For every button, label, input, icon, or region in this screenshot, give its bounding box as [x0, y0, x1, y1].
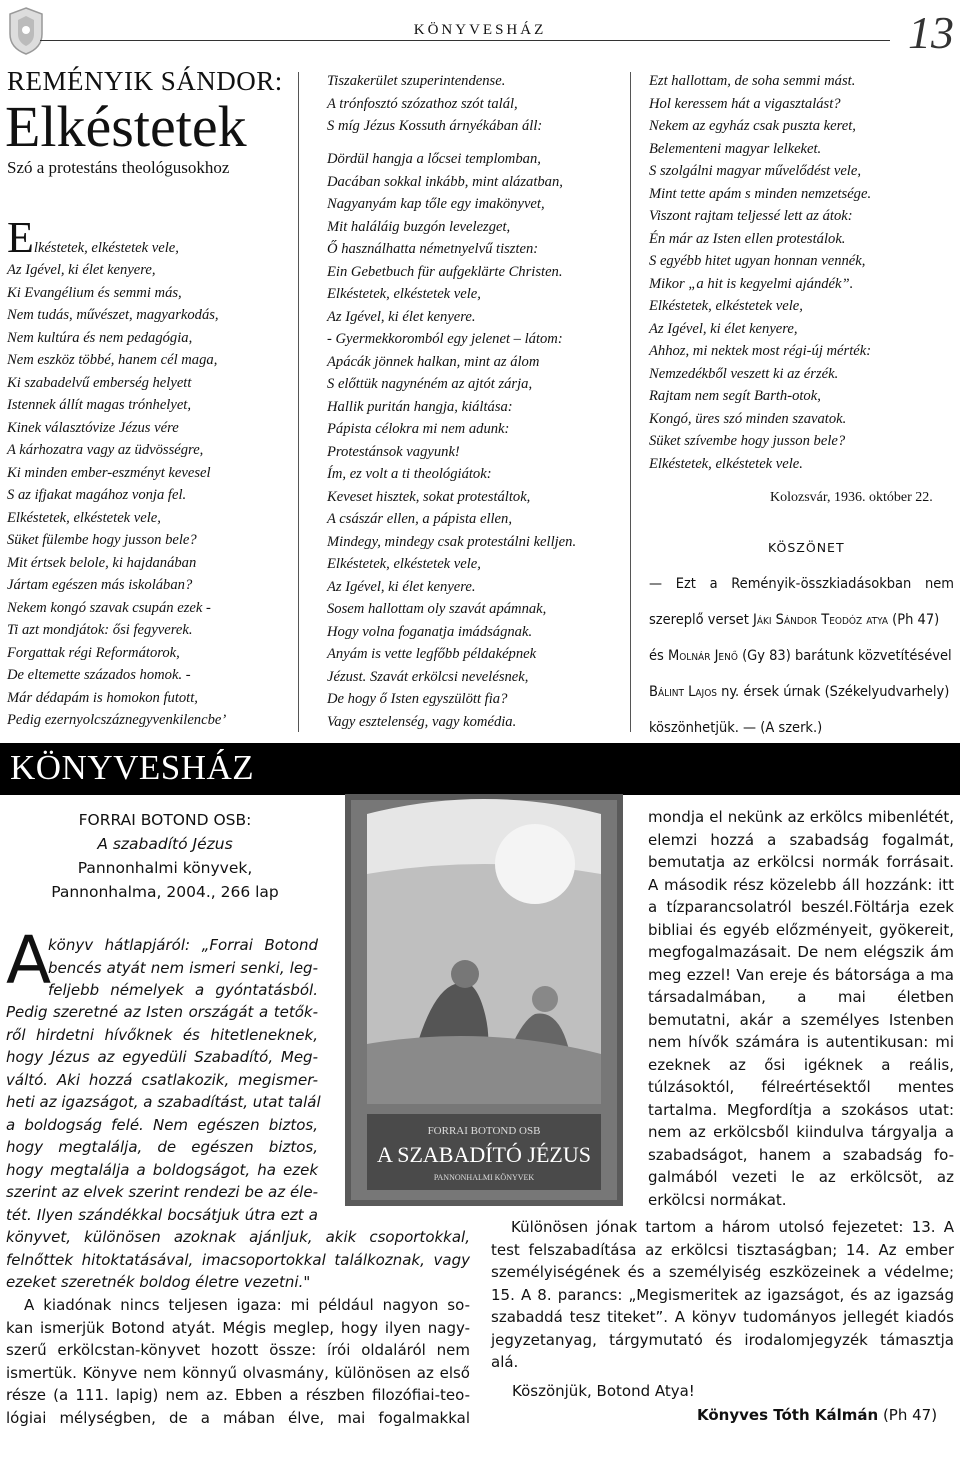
text-line: Hallik puritán hangja, kiáltása: [327, 398, 513, 415]
text-line: Nem tudás, művészet, magyarkodás, [7, 307, 219, 323]
text-line: Nem eszköz többé, hanem cél maga, [7, 352, 218, 368]
text-line: Mint tette apám s minden nemzetsége. [649, 185, 872, 202]
text-line: A kárhozatra vagy az üdvösségre, [7, 442, 204, 458]
text-line: A második rész közelebb áll hozzánk: itt [648, 875, 954, 894]
text-line: elemzi hozzá a szabadság fogalmát, [648, 830, 954, 849]
review-dropcap: A [6, 922, 52, 999]
text-line: nem az erkölcsből kiindulva tárgyalja a [648, 1123, 954, 1141]
text-line: nem hívők számára is autentikusan: mi [648, 1033, 954, 1051]
text-line: Elkéstetek, elkéstetek vele. [649, 455, 803, 472]
thanks-line: Bálint Lajos ny. érsek úrnak (Székelyudvarhely) [649, 684, 950, 700]
poem-first-line [7, 213, 179, 262]
signature-suffix: (Ph 47) [878, 1406, 938, 1424]
text-line: túlzásoktól, félreértésektől mentes [648, 1078, 954, 1096]
column-divider [298, 72, 299, 732]
book-cover-image [345, 794, 623, 1206]
text-line: Én már az Isten ellen protestálok. [649, 230, 846, 247]
text-line: Viszont rajtam teljessé lett az átok: [649, 208, 853, 224]
text-line: Süket szívembe hogy jusson bele? [649, 433, 846, 449]
text-line: Ein Gebetbuch für aufgeklärte Christen. [327, 263, 563, 280]
text-line: Már dédapám is homokon futott, [7, 689, 198, 706]
text-line: hogy Jézus az egyedüli Szabadító, Meg- [6, 1048, 318, 1066]
text-line: Mikor „a hit is kegyelmi ajándék”. [649, 275, 854, 292]
text-line: Keveset hisztek, sokat protestáltok, [327, 488, 531, 505]
text-line: heti az igazságot, a szabadítást, utat talál [6, 1093, 321, 1111]
cover-series-text: PANNONHALMI KÖNYVEK [433, 1173, 535, 1182]
text-line: Pápista célokra mi nem adunk: [327, 421, 510, 437]
poem-first-line-text: lkéstetek, elkéstetek vele, [33, 240, 179, 256]
text-line: Ím, ez volt a ti theológiátok: [327, 466, 492, 482]
poem-subtitle: Szó a protestáns theológusokhoz [7, 158, 230, 177]
poem-column-2-top [327, 70, 542, 138]
text-line: Nagyanyám kap tőle egy imakönyvet, [327, 196, 545, 212]
text-line: felnőttek hitoktatásával, imacsoportokkal találkoznak, vagy [6, 1250, 470, 1269]
text-line: szabadságot, hanem a szabadság fo- [648, 1145, 954, 1164]
text-line: szerint az elvek szerint rendezi be az éle- [6, 1183, 318, 1201]
text-line: - Gyermekkoromból egy jelenet – látom: [327, 331, 563, 347]
text-line: Pedig ezernyolcszáznegyvenkilencbe’ [7, 712, 227, 728]
text-line: alá. [491, 1353, 519, 1371]
text-line: Mit haláláig buzgón levelezget, [327, 218, 511, 235]
text-line: A kiadónak nincs teljesen igaza: mi például nagyon so- [24, 1296, 470, 1314]
text-line: Pedig szeretné az Isten országát a tetők- [6, 1003, 318, 1021]
review-right-column [648, 806, 954, 1211]
text-line: személyiségének és a személyiség eszközeinek a védelme; [491, 1263, 954, 1281]
text-line: S előttük nagynéném az ajtót zárja, [327, 376, 533, 392]
poem-author: REMÉNYIK SÁNDOR: [7, 66, 283, 96]
thanks-line: és Molnár Jenő (Gy 83) barátunk közvetítésével [649, 648, 952, 664]
thanks-notice [649, 566, 954, 746]
text-line: lógiai mélységben, de a mában élve, mai fogalmakkal [6, 1408, 470, 1427]
text-line: könyv hátlapjáról: „Forrai Botond [48, 936, 318, 954]
poem-date: Kolozsvár, 1936. október 22. [770, 490, 933, 505]
text-line: Hol keressem hát a vigasztalást? [649, 95, 841, 112]
text-line: Az Igével, ki élet kenyere, [7, 262, 156, 278]
poem-dropcap: E [7, 213, 34, 262]
review-thanks-line: Köszönjük, Botond Atya! [512, 1382, 695, 1400]
thanks-heading: KÖSZÖNET [768, 540, 845, 555]
text-line: De hogy ő Isten egyszülött fia? [327, 691, 508, 707]
review-paragraph-2 [6, 1294, 470, 1429]
text-line: hogy megtalálja a boldogságot, ha ezek [6, 1160, 318, 1179]
text-line: szerű erkölcstan-könyvet hozott össze: írói oldaláról nem [6, 1341, 470, 1359]
page-number: 13 [908, 7, 954, 58]
review-paragraph-1-drop [48, 934, 318, 1002]
text-line: De eltemette százados homok. - [7, 667, 191, 683]
text-line: Tiszakerület szuperintendense. [327, 73, 506, 89]
review-paragraph-1-wide [6, 1226, 470, 1294]
text-line: Különösen jónak tartom a három utolsó fejezetet: 13. A [511, 1218, 954, 1236]
text-line: Süket fülembe hogy jusson bele? [7, 532, 197, 548]
text-line: Ő használhatta németnyelvű tiszten: [327, 241, 539, 257]
text-line: meg ezzel! Van ereje és bátorsága a ma [648, 965, 954, 984]
book-author: FORRAI BOTOND OSB: [78, 811, 252, 829]
text-line: galmából vezeti le az erkölcsöt, az [648, 1168, 954, 1186]
text-line: tartalma. Megfordítja a szokásos utat: [648, 1100, 954, 1119]
poem-column-1 [7, 259, 226, 732]
text-line: bemutatni, akár a személyes Istenben [648, 1010, 954, 1029]
book-info [40, 808, 290, 904]
text-line: Apácák jönnek halkan, mint az álom [327, 353, 540, 370]
text-line: Forgattak régi Reformátorok, [7, 644, 180, 661]
text-line: Az Igével, ki élet kenyere, [649, 320, 798, 337]
text-line: Belementeni magyar lelkeket. [649, 140, 822, 157]
text-line: megfogalmazásait. De nem elégszik ám [648, 943, 954, 961]
text-line: Ahhoz, mi nektek most régi-új mérték: [649, 343, 872, 359]
text-line: S szolgálni magyar művelődést vele, [649, 163, 861, 179]
text-line: feljebb némelyek a gyóntatásból. [48, 981, 318, 999]
text-line: jegyzetanyag, tárgymutató és irodalomjegyzék támasztja [491, 1330, 954, 1349]
poem-column-2 [327, 148, 576, 733]
text-line: Ki szabadelvű emberség helyett [7, 374, 192, 391]
text-line: Protestánsok vagyunk! [327, 443, 460, 460]
text-line: Elkéstetek, elkéstetek vele, [649, 298, 803, 314]
text-line: S míg Jézus Kossuth árnyékában áll: [327, 118, 543, 134]
text-line: bencés atyát nem ismeri senki, leg- [48, 958, 318, 977]
text-line: Kongó, üres szó minden szavatok. [649, 410, 847, 427]
text-line: 15. A 8. parancs: „Megismeritek az igazságot, és az igazság [491, 1285, 954, 1304]
text-line: bibliai és egyéb előzményeit, gyökereit, [648, 920, 954, 939]
text-line: Istennek állít magas trónhelyet, [7, 397, 192, 413]
text-line: Jártam egészen más iskolában? [7, 577, 193, 593]
text-line: A trónfosztó szózathoz szót talál, [327, 95, 518, 112]
text-line: Az Igével, ki élet kenyere. [327, 578, 476, 595]
text-line: tét. Ilyen szándékkal bocsátjuk útra ezt a [6, 1205, 318, 1224]
text-line: ről hirdetni hívőknek és hitetleneknek, [6, 1025, 318, 1044]
signature-name: Könyves Tóth Kálmán [697, 1406, 879, 1424]
review-paragraph-1 [6, 1001, 321, 1226]
text-line: Hogy volna foganatja imádságnak. [327, 623, 533, 640]
text-line: szabaddá tesz titeket”. A könyv tudományos jellegét kiadós [491, 1308, 954, 1326]
poem-column-3 [649, 70, 871, 475]
text-line: társadalmában, a mai életben [648, 988, 954, 1006]
text-line: Ti azt mondjátok: ősi fegyverek. [7, 622, 193, 638]
running-header: KÖNYVESHÁZ [413, 22, 547, 38]
text-line: Dacában sokkal inkább, mint alázatban, [327, 173, 563, 190]
text-line: Dördül hangja a lőcsei templomban, [327, 151, 541, 167]
text-line: Mindegy, mindegy csak protestálni kelljen. [327, 533, 577, 550]
text-line: mondja el nekünk az erkölcs mibenlétét, [648, 808, 954, 826]
text-line: Rajtam nem segít Barth-otok, [649, 388, 821, 404]
text-line: része (a 111. lapig) nem az. Ebben a részben filozófiai-teo- [6, 1386, 470, 1404]
review-signature [697, 1406, 937, 1424]
text-line: bemutatja az erkölcsi normák forrásait. [648, 853, 954, 871]
text-line: hogy megtalálja, de egészen biztos, [6, 1138, 318, 1156]
text-line: Elkéstetek, elkéstetek vele, [327, 286, 481, 302]
poem-title: Elkéstetek [5, 94, 247, 159]
text-line: Mit értsek belole, ki hajdanában [7, 554, 197, 571]
text-line: Ki minden ember-eszményt kevesel [7, 464, 211, 481]
cover-title-text: A SZABADÍTÓ JÉZUS [377, 1142, 591, 1167]
book-place-pages: Pannonhalma, 2004., 266 lap [51, 883, 279, 901]
thanks-line: — Ezt a Reményik-összkiadásokban nem [649, 576, 954, 592]
text-line: Az Igével, ki élet kenyere. [327, 308, 476, 325]
review-paragraph-3 [491, 1216, 954, 1374]
text-line: a boldogság felé. Nem egészen biztos, [6, 1115, 318, 1134]
text-line: Elkéstetek, elkéstetek vele, [327, 556, 481, 572]
text-line: test felszabadítása az erkölcsi tisztaságban; 14. Az ember [491, 1240, 954, 1259]
text-line: Kinek választóvize Jézus vére [7, 419, 179, 436]
thanks-line: szereplő verset Jáki Sándor Teodóz atya (Ph 47) [649, 612, 940, 628]
text-line: Jézust. Szavát erkölcsi nevelésnek, [327, 668, 529, 685]
text-line: Sosem hallottam oly szavát apámnak, [327, 601, 547, 617]
text-line: Nekem kongó szavak csupán ezek - [7, 599, 211, 616]
cover-author-text: FORRAI BOTOND OSB [427, 1125, 541, 1137]
book-series: Pannonhalmi könyvek, [77, 859, 253, 877]
text-line: A császár ellen, a pápista ellen, [327, 511, 512, 527]
text-line: váltó. Aki hozzá csatlakozik, megismer- [6, 1070, 318, 1089]
header-rule [40, 40, 890, 41]
text-line: Vagy esztelenség, vagy komédia. [327, 713, 517, 730]
thanks-line: köszönhetjük. — (A szerk.) [649, 720, 823, 736]
text-line: Nem kultúra és nem pedagógia, [7, 329, 193, 346]
book-title: A szabadító Jézus [97, 835, 233, 853]
text-line: erkölcsi normákat. [648, 1190, 787, 1209]
text-line: Ezt hallottam, de soha semmi mást. [649, 73, 856, 89]
column-divider [630, 72, 631, 732]
text-line: ezeknek az ősi igéknek a reális, [648, 1055, 954, 1074]
text-line: ezeket szeretnék boldog életre vezetni." [6, 1273, 311, 1291]
section-banner-label: KÖNYVESHÁZ [10, 748, 255, 787]
text-line: Ki Evangélium és semmi más, [7, 284, 182, 301]
text-line: Nemzedékből veszett ki az érzék. [649, 365, 839, 382]
text-line: Elkéstetek, elkéstetek vele, [7, 509, 161, 526]
text-line: kan ismerjük Botond atyát. Mégis meglep, hogy ilyen nagy- [6, 1318, 470, 1337]
text-line: a tízparancsolatról beszél.Föltárja ezek [648, 898, 954, 916]
text-line: S egyébb hitet ugyan honnan vennék, [649, 253, 866, 269]
text-line: ismertük. Könyve nem könnyű olvasmány, különösen az első [6, 1363, 470, 1382]
text-line: Nekem az egyház csak puszta keret, [649, 118, 856, 134]
text-line: Anyám is vette legfőbb példaképnek [327, 646, 537, 662]
text-line: S az ifjakat magához vonja fel. [7, 487, 187, 503]
text-line: könyvet, különösen azoknak ajánljuk, akik csoportokkal, [6, 1228, 470, 1246]
